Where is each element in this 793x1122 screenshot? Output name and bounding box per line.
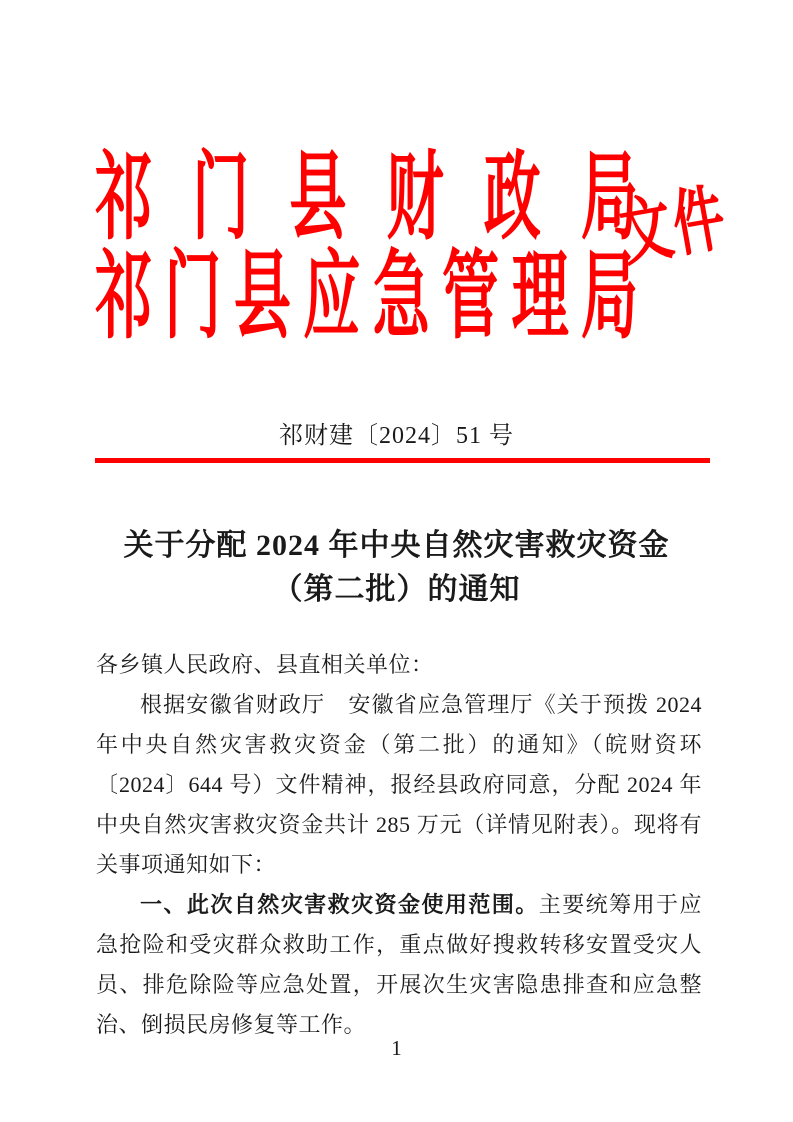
title-line-1: 关于分配 2024 年中央自然灾害救灾资金 <box>123 529 670 562</box>
item-1-text: 主要统筹用于应急抢险和受灾群众救助工作，重点做好搜救转移安置受灾人员、排危除险等应急处置，开展次生灾害隐患排查和应急整治、倒损民房修复等工作。 <box>96 892 702 1037</box>
document-body <box>96 645 702 1045</box>
document-type-label: 文件 <box>614 179 733 277</box>
item-1 <box>96 885 702 1045</box>
page-number: 1 <box>391 1036 402 1060</box>
item-1-heading: 一、此次自然灾害救灾资金使用范围。 <box>140 892 539 917</box>
issuer-name-line2: 祁门县应急管理局 <box>95 244 638 351</box>
red-separator-line <box>95 458 710 463</box>
issuer-name-line1: 祁 门 县 财 政 局 <box>95 145 638 252</box>
salutation: 各乡镇人民政府、县直相关单位： <box>96 652 434 677</box>
title-line-2: （第二批）的通知 <box>272 573 521 606</box>
document-title <box>0 524 793 612</box>
document-number: 祁财建〔2024〕51 号 <box>279 423 514 449</box>
paragraph-main: 根据安徽省财政厅 安徽省应急管理厅《关于预拨 2024 年中央自然灾害救灾资金（第二批）的通知》（皖财资环〔2024〕644 号）文件精神，报经县政府同意，分配 2024 年中央自然灾害救灾资金共计 285 万元（详情见附表）。现将有关事项通知如下： <box>96 692 702 877</box>
